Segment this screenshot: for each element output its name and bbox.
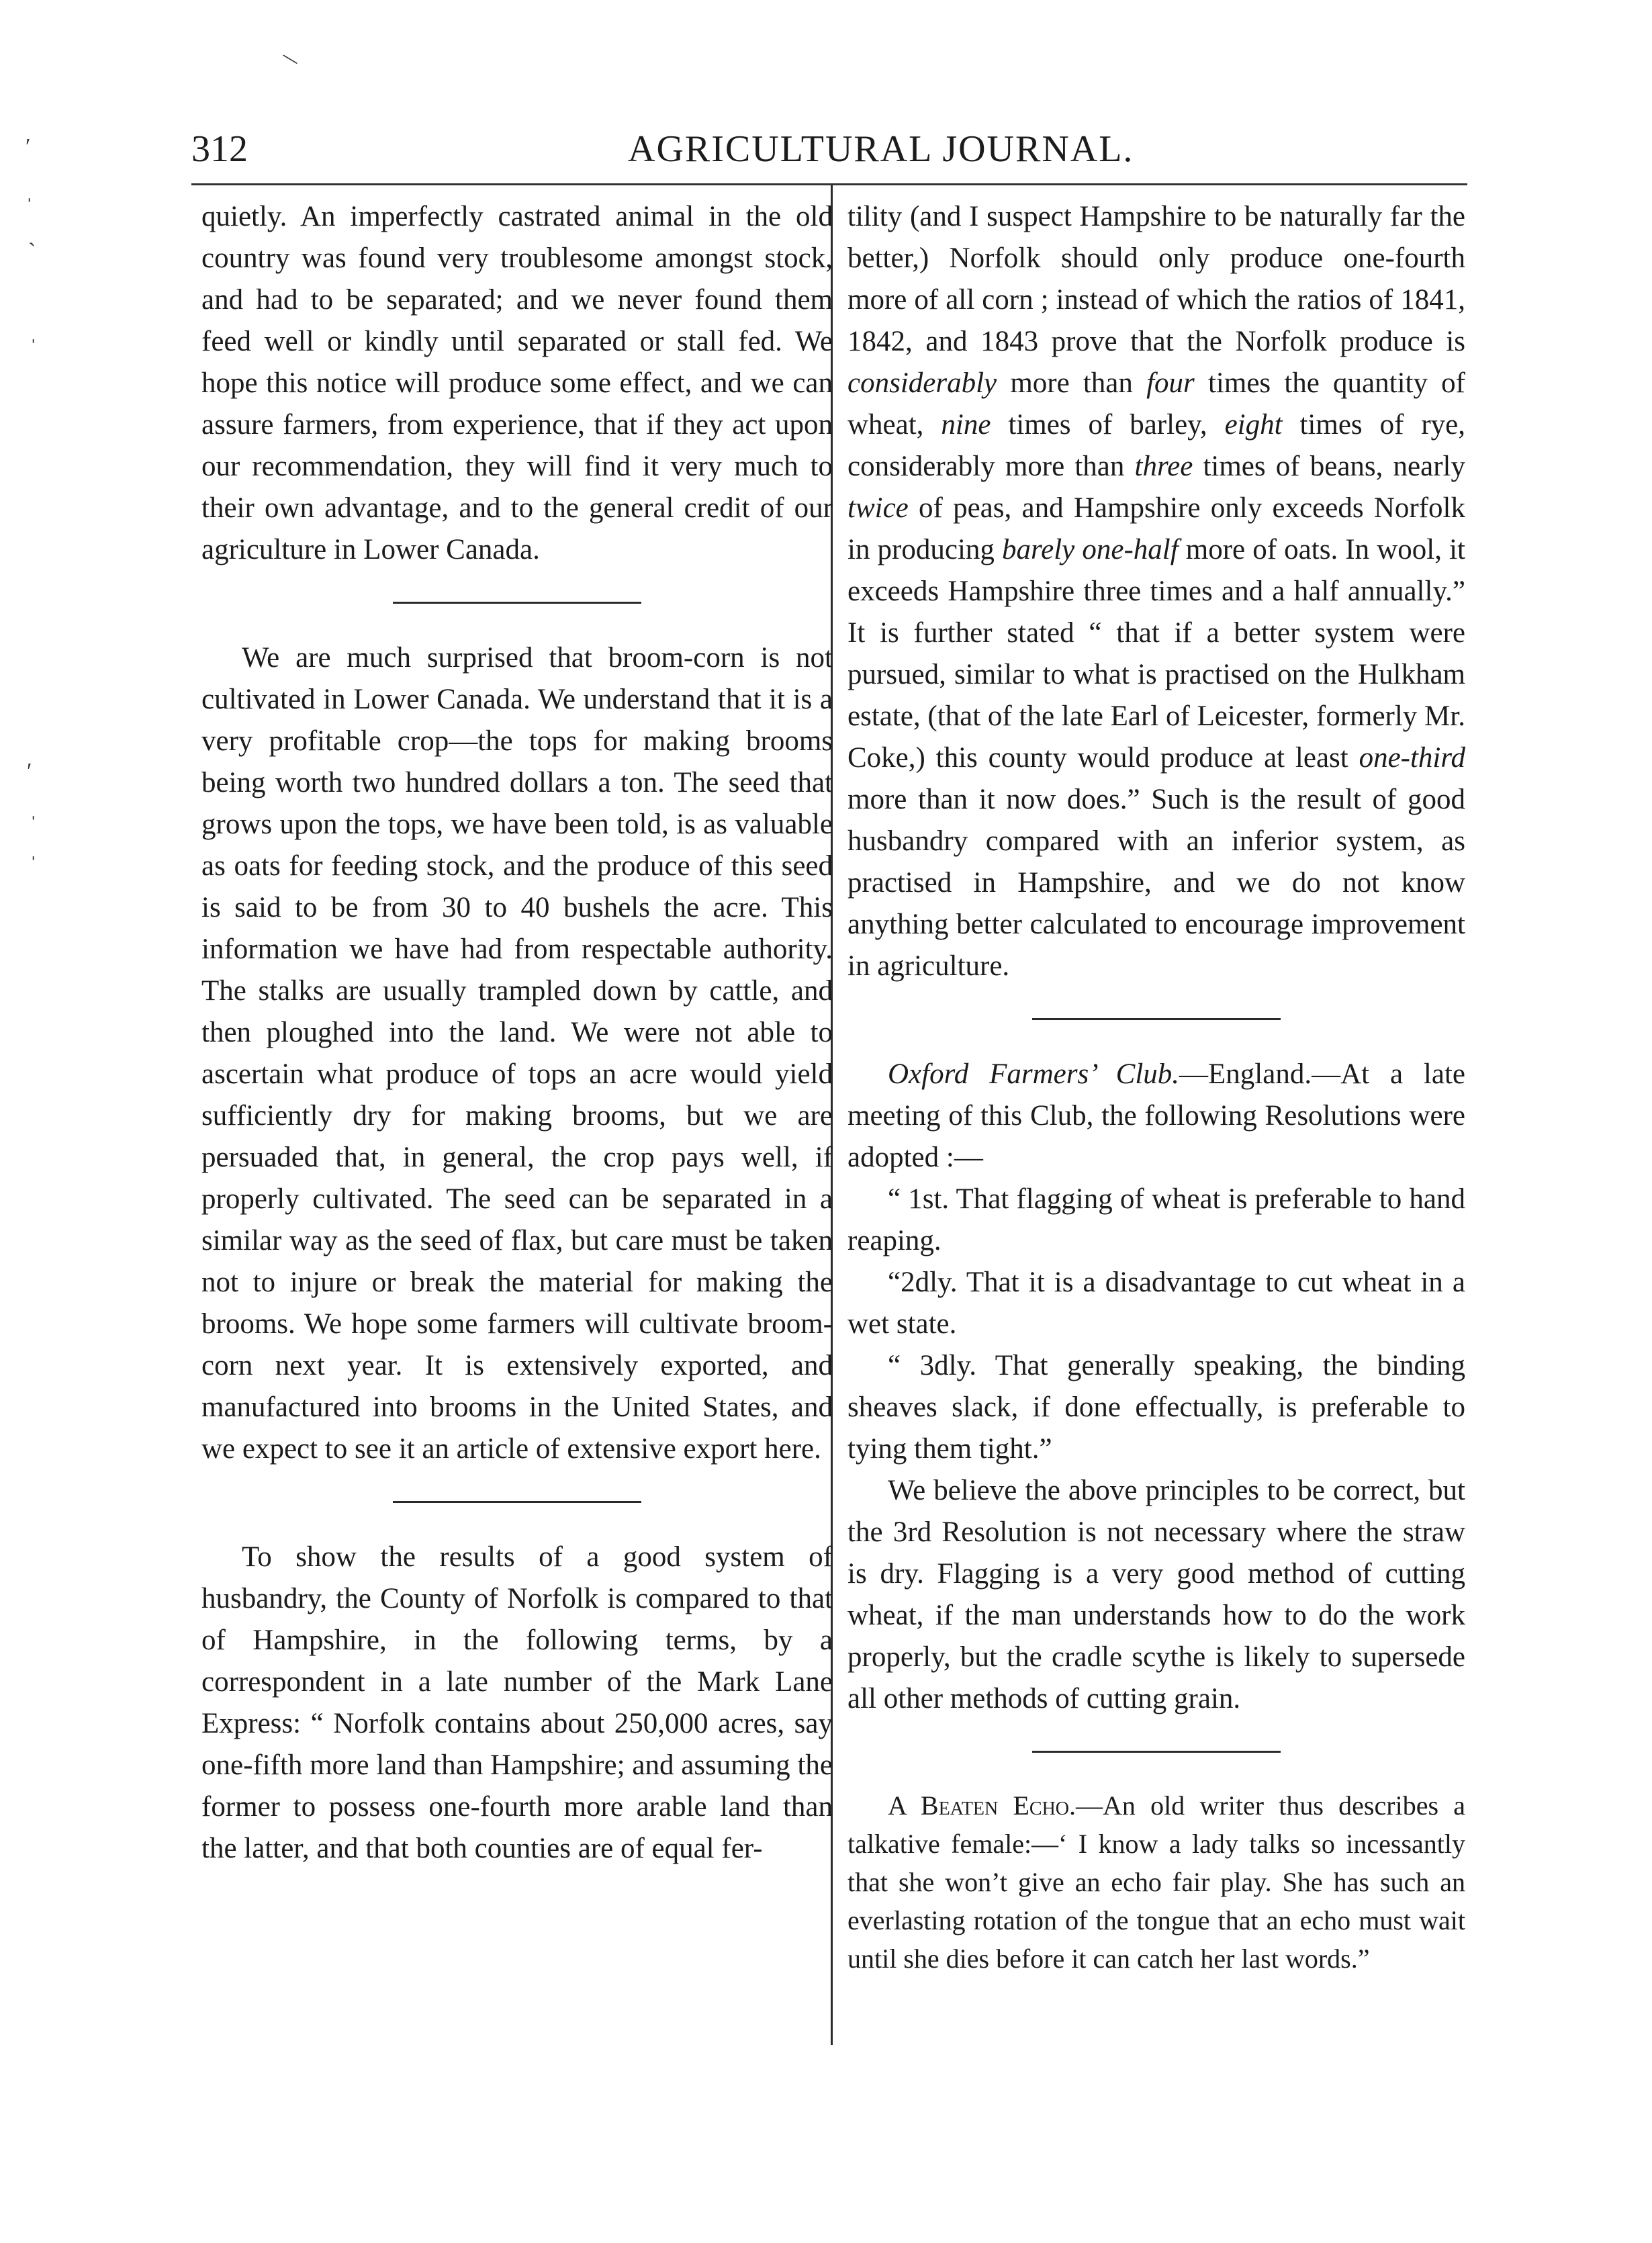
scan-mark: ˈ <box>30 853 38 878</box>
section-rule <box>1032 1751 1281 1753</box>
section-rule <box>1032 1018 1281 1020</box>
paragraph-norfolk: To show the results of a good system of husbandry, the County of Norfolk is compared to that of Hampshire, in the following terms, by a correspondent in a late number of the Mark Lane Express: “ Norfolk contains about 250,000 acres, say one-fifth more land than Hampshire; and assuming the former to possess one-fourth more arable land than the latter, and that both counties are of equal fer- <box>201 1541 833 1864</box>
left-column <box>201 196 833 1870</box>
page-number: 312 <box>191 128 248 170</box>
right-column <box>847 196 1465 1978</box>
scan-mark: ˈ <box>30 813 38 837</box>
scan-mark: ′ <box>26 134 31 159</box>
resolution-2: “2dly. That it is a disadvantage to cut wheat in a wet state. <box>847 1267 1465 1340</box>
scan-mark: ′ <box>27 759 32 784</box>
resolution-3: “ 3dly. That generally speaking, the binding sheaves slack, if done effectually, is preferable to tying them tight.” <box>847 1350 1465 1465</box>
header-rule <box>191 183 1467 185</box>
page-header <box>191 128 1467 181</box>
paragraph-flagging: We believe the above principles to be correct, but the 3rd Resolution is not necessary where the straw is dry. Flagging is a very good method of cutting wheat, if the man understands how to do the work properly, but the cradle scythe is likely to supersede all other methods of cutting grain. <box>847 1475 1465 1714</box>
scan-mark: ˎ <box>28 222 36 246</box>
resolution-1: “ 1st. That flagging of wheat is preferable to hand reaping. <box>847 1183 1465 1256</box>
scan-mark: ˈ <box>26 195 34 220</box>
scan-mark: ˈ <box>30 336 38 361</box>
running-title: AGRICULTURAL JOURNAL. <box>628 128 1134 170</box>
paragraph-beaten-echo: A Beaten Echo.—An old writer thus describes a talkative female:—‘ I know a lady talks so incessantly that she won’t give an echo fair play. She has such an everlasting rotation of the tongue that an echo must wait until she dies before it can catch her last words.” <box>847 1790 1465 1974</box>
paragraph-norfolk-continued: tility (and I suspect Hampshire to be naturally far the better,) Norfolk should only produce one-fourth more of all corn ; instead of which the ratios of 1841, 1842, and 1843 prove that the Norfolk produce is considerably more than four times the quantity of wheat, nine times of barley, eight times of rye, considerably more than three times of beans, nearly twice of peas, and Hampshire only exceeds Norfolk in producing barely one-half more of oats. In wool, it exceeds Hampshire three times and a half annually.” It is further stated “ that if a better system were pursued, similar to what is practised on the Hulkham estate, (that of the late Earl of Leicester, formerly Mr. Coke,) this county would produce at least one-third more than it now does.” Such is the result of good husbandry compared with an inferior system, as practised in Hampshire, and we do not know anything better calculated to encourage improvement in agriculture. <box>847 201 1466 982</box>
beaten-echo-title: A Beaten Echo. <box>888 1790 1076 1821</box>
oxford-club-title: Oxford Farmers’ Club. <box>888 1058 1180 1090</box>
scan-mark: \ <box>279 48 301 71</box>
paragraph-broom-corn: We are much surprised that broom-corn is not cultivated in Lower Canada. We understand that it is a very profitable crop—the tops for making brooms being worth two hundred dollars a ton. The seed that grows upon the tops, we have been told, is as valuable as oats for feeding stock, and the produce of this seed is said to be from 30 to 40 bushels the acre. This information we have had from respectable authority. The stalks are usually trampled down by cattle, and then ploughed into the land. We were not able to ascertain what produce of tops an acre would yield sufficiently dry for making brooms, but we are persuaded that, in general, the crop pays well, if properly cultivated. The seed can be separated in a similar way as the seed of flax, but care must be taken not to injure or break the material for making the brooms. We hope some farmers will cultivate broom-corn next year. It is extensively exported, and manufactured into brooms in the United States, and we expect to see it an article of extensive export here. <box>201 642 833 1465</box>
section-rule <box>393 602 641 604</box>
paragraph-oxford-club: Oxford Farmers’ Club.—England.—At a late meeting of this Club, the following Resolutions were adopted :— <box>847 1058 1465 1173</box>
section-rule <box>393 1501 641 1503</box>
paragraph-castration: quietly. An imperfectly castrated animal in the old country was found very troublesome amongst stock, and had to be separated; and we never found them feed well or kindly until separated or stall fed. We hope this notice will produce some effect, and we can assure farmers, from experience, that if they act upon our recommendation, they will find it very much to their own advantage, and to the general credit of our agriculture in Lower Canada. <box>201 201 833 565</box>
